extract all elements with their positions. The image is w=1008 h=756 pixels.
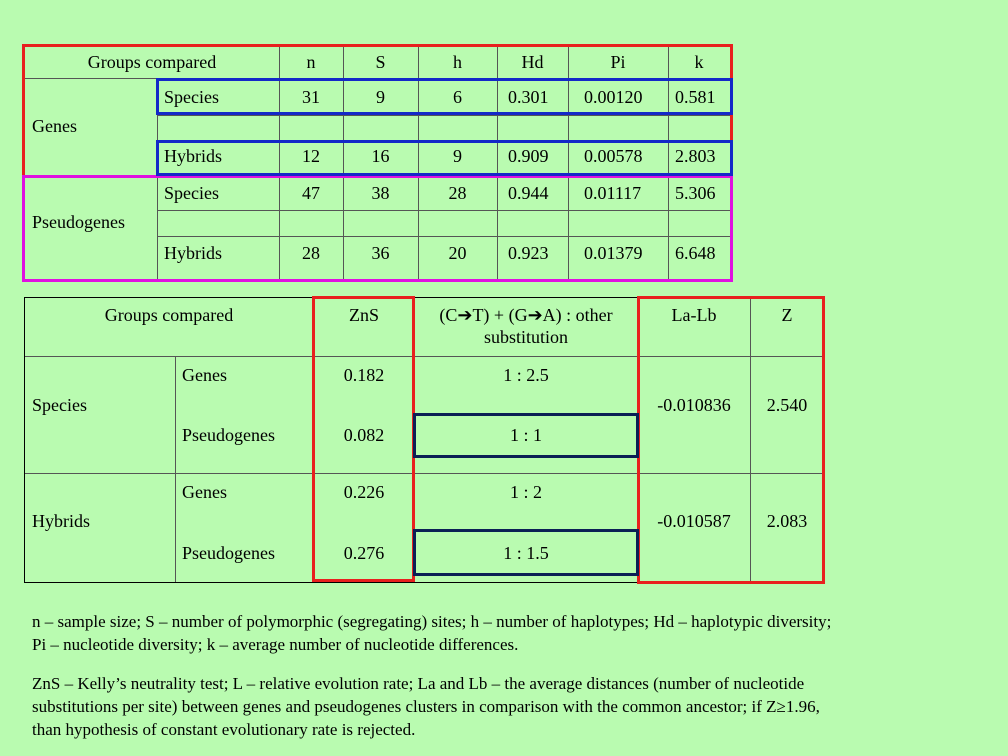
t1-header-s: S <box>375 52 386 72</box>
t2-header-groups: Groups compared <box>104 305 234 325</box>
note-line-4: substitutions per site) between genes and pseudogenes clusters in comparison with the common ancestor; if Z≥1.96, <box>32 697 820 716</box>
t2-ratio: 1 : 2 <box>509 482 542 502</box>
t2-zns: 0.182 <box>343 365 385 385</box>
t2-ratio: 1 : 2.5 <box>503 365 549 385</box>
t2-header-lalb: La-Lb <box>671 305 717 325</box>
t2-header-z: Z <box>781 305 793 325</box>
t1-row-sub: Species <box>164 183 219 203</box>
t2-row-sub: Pseudogenes <box>182 543 275 563</box>
t1-cell: 0.301 <box>508 87 549 107</box>
t2-z: 2.083 <box>766 511 808 531</box>
t2-row-sub: Pseudogenes <box>182 425 275 445</box>
note-line-5: than hypothesis of constant evolutionary rate is rejected. <box>32 720 416 739</box>
t2-header-substitution: (C➔T) + (G➔A) : other substitution <box>439 305 613 347</box>
arrow-right-icon: ➔ <box>457 305 473 325</box>
hybrids-row-highlight-box <box>156 140 733 176</box>
t1-cell: 6 <box>453 87 462 107</box>
t1-group-pseudogenes: Pseudogenes <box>32 212 125 232</box>
t1-cell: 16 <box>371 146 390 166</box>
t1-cell: 0.00578 <box>584 146 643 166</box>
t2-ratio: 1 : 1.5 <box>503 543 549 563</box>
t1-cell: 5.306 <box>675 183 716 203</box>
t1-cell: 47 <box>302 183 320 203</box>
t1-cell: 0.00120 <box>584 87 643 107</box>
t1-row-sub: Hybrids <box>164 146 222 166</box>
species-row-highlight-box <box>156 78 733 115</box>
note-line-1: n – sample size; S – number of polymorphic (segregating) sites; h – number of haplotypes; Hd – haplotypic diversity; <box>32 612 832 631</box>
t2-zns: 0.276 <box>343 543 385 563</box>
t1-cell: 9 <box>453 146 462 166</box>
note-line-3: ZnS – Kelly’s neutrality test; L – relative evolution rate; La and Lb – the average distances (number of nucleotide <box>32 674 805 693</box>
t1-cell: 9 <box>376 87 385 107</box>
t2-ratio: 1 : 1 <box>509 425 542 445</box>
t2-zns: 0.082 <box>343 425 385 445</box>
t1-cell: 31 <box>302 87 320 107</box>
t1-group-genes: Genes <box>32 116 77 136</box>
t1-header-n: n <box>306 52 316 72</box>
t1-header-pi: Pi <box>610 52 626 72</box>
t1-cell: 28 <box>448 183 467 203</box>
t1-cell: 12 <box>302 146 320 166</box>
t1-cell: 38 <box>371 183 390 203</box>
species-pseudogenes-ratio-box <box>413 413 639 458</box>
t1-header-h: h <box>453 52 462 72</box>
hybrids-pseudogenes-ratio-box <box>413 529 639 576</box>
greater-equal-icon: ≥ <box>776 697 786 716</box>
t1-cell: 0.944 <box>508 183 549 203</box>
lalb-z-highlight-box <box>637 296 825 584</box>
t1-row-sub: Hybrids <box>164 243 222 263</box>
t1-header-hd: Hd <box>521 52 544 72</box>
t1-cell: 36 <box>371 243 390 263</box>
t1-cell: 6.648 <box>675 243 716 263</box>
t1-cell: 0.923 <box>508 243 549 263</box>
note-line-2: Pi – nucleotide diversity; k – average number of nucleotide differences. <box>32 635 519 654</box>
t1-header-groups: Groups compared <box>87 52 217 72</box>
t1-cell: 0.01117 <box>584 183 642 203</box>
t2-zns: 0.226 <box>343 482 385 502</box>
t2-z: 2.540 <box>766 395 808 415</box>
pseudogenes-highlight-box <box>22 175 733 282</box>
t1-cell: 0.01379 <box>584 243 643 263</box>
t1-cell: 28 <box>302 243 320 263</box>
t2-group-hybrids: Hybrids <box>32 511 90 531</box>
t2-header-zns: ZnS <box>348 305 379 325</box>
t2-lalb: -0.010836 <box>657 395 731 415</box>
arrow-right-icon: ➔ <box>527 305 543 325</box>
t1-cell: 0.909 <box>508 146 549 166</box>
t1-cell: 0.581 <box>675 87 716 107</box>
zns-column-highlight-box <box>312 296 415 582</box>
t1-header-k: k <box>694 52 704 72</box>
t2-group-species: Species <box>32 395 87 415</box>
t2-row-sub: Genes <box>182 365 227 385</box>
t2-row-sub: Genes <box>182 482 227 502</box>
t1-cell: 2.803 <box>675 146 716 166</box>
t2-lalb: -0.010587 <box>657 511 731 531</box>
t1-row-sub: Species <box>164 87 219 107</box>
t1-cell: 20 <box>448 243 467 263</box>
